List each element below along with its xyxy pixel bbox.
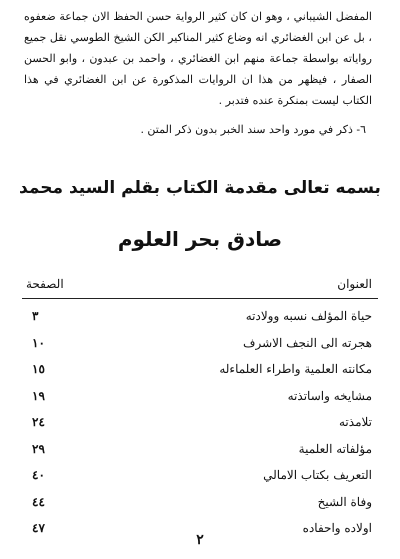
toc-header (22, 277, 378, 297)
toc-title-column-label: العنوان (337, 277, 372, 291)
toc-entry-title: مؤلفاته العلمية (298, 441, 372, 456)
toc-entry-page: ١٥ (32, 362, 45, 376)
toc-entry-page: ٤٠ (32, 468, 45, 482)
toc-entry-title: تلامذته (339, 415, 372, 429)
introduction-heading: بسمه تعالى مقدمة الكتاب بقلم السيد محمد (19, 178, 381, 198)
toc-entry (22, 489, 378, 516)
toc-entry-title: هجرته الى النجف الاشرف (243, 335, 372, 350)
toc-entry-title: مشايخه واساتذته (287, 388, 372, 403)
toc-entry-page: ٣ (32, 309, 39, 323)
author-name-heading: صادق بحر العلوم (117, 227, 283, 251)
toc-page-column-label: الصفحة (26, 277, 64, 291)
intro-paragraph: المفضل الشيباني ، وهو ان كان كثير الرواية حسن الحفظ الان جماعة ضعفوه ، بل عن ابن الغضائري انه وضاع كثير المناكير الكن الشيخ الطوسي نقل جميع رواياته بواسطة جماعة منهم ابن الغضائري ، واحمد بن عبدون ، وابو الحسن الصفار ، فيظهر من هذا ان الروايات المذكورة عن ابن الغضائري في هذا الكتاب ليست بمنكرة عنده فتدبر . (24, 10, 372, 107)
toc-entry-title: اولاده واحفاده (302, 521, 372, 535)
toc-entry-page: ٢٩ (32, 441, 45, 456)
toc-entry-page: ٤٧ (32, 521, 45, 535)
toc-entry-title: التعريف بكتاب الامالي (263, 468, 372, 482)
toc-entry-title: حياة المؤلف نسبه وولادته (245, 309, 372, 323)
footnote-6: ٦- ذكر في مورد واحد سند الخبر بدون ذكر المتن . (140, 123, 366, 136)
toc-entry (22, 303, 378, 330)
intro-text-block (24, 6, 372, 140)
toc-entry-page: ٢٤ (32, 415, 45, 429)
toc-entry (22, 330, 378, 357)
toc-entry-title: وفاة الشيخ (317, 494, 372, 509)
toc-entry-page: ٤٤ (32, 494, 45, 509)
toc-entry (22, 409, 378, 436)
toc-entry (22, 436, 378, 463)
toc-entry (22, 356, 378, 383)
toc-entry-title: مكانته العلمية واطراء العلماءله (219, 362, 372, 376)
toc-entry (22, 383, 378, 410)
toc-entry-page: ١٩ (32, 388, 45, 403)
toc-divider (22, 298, 378, 299)
page-number: ٢ (196, 532, 204, 548)
toc-entry (22, 462, 378, 489)
toc-entry-page: ١٠ (32, 335, 45, 350)
table-of-contents (22, 303, 378, 542)
